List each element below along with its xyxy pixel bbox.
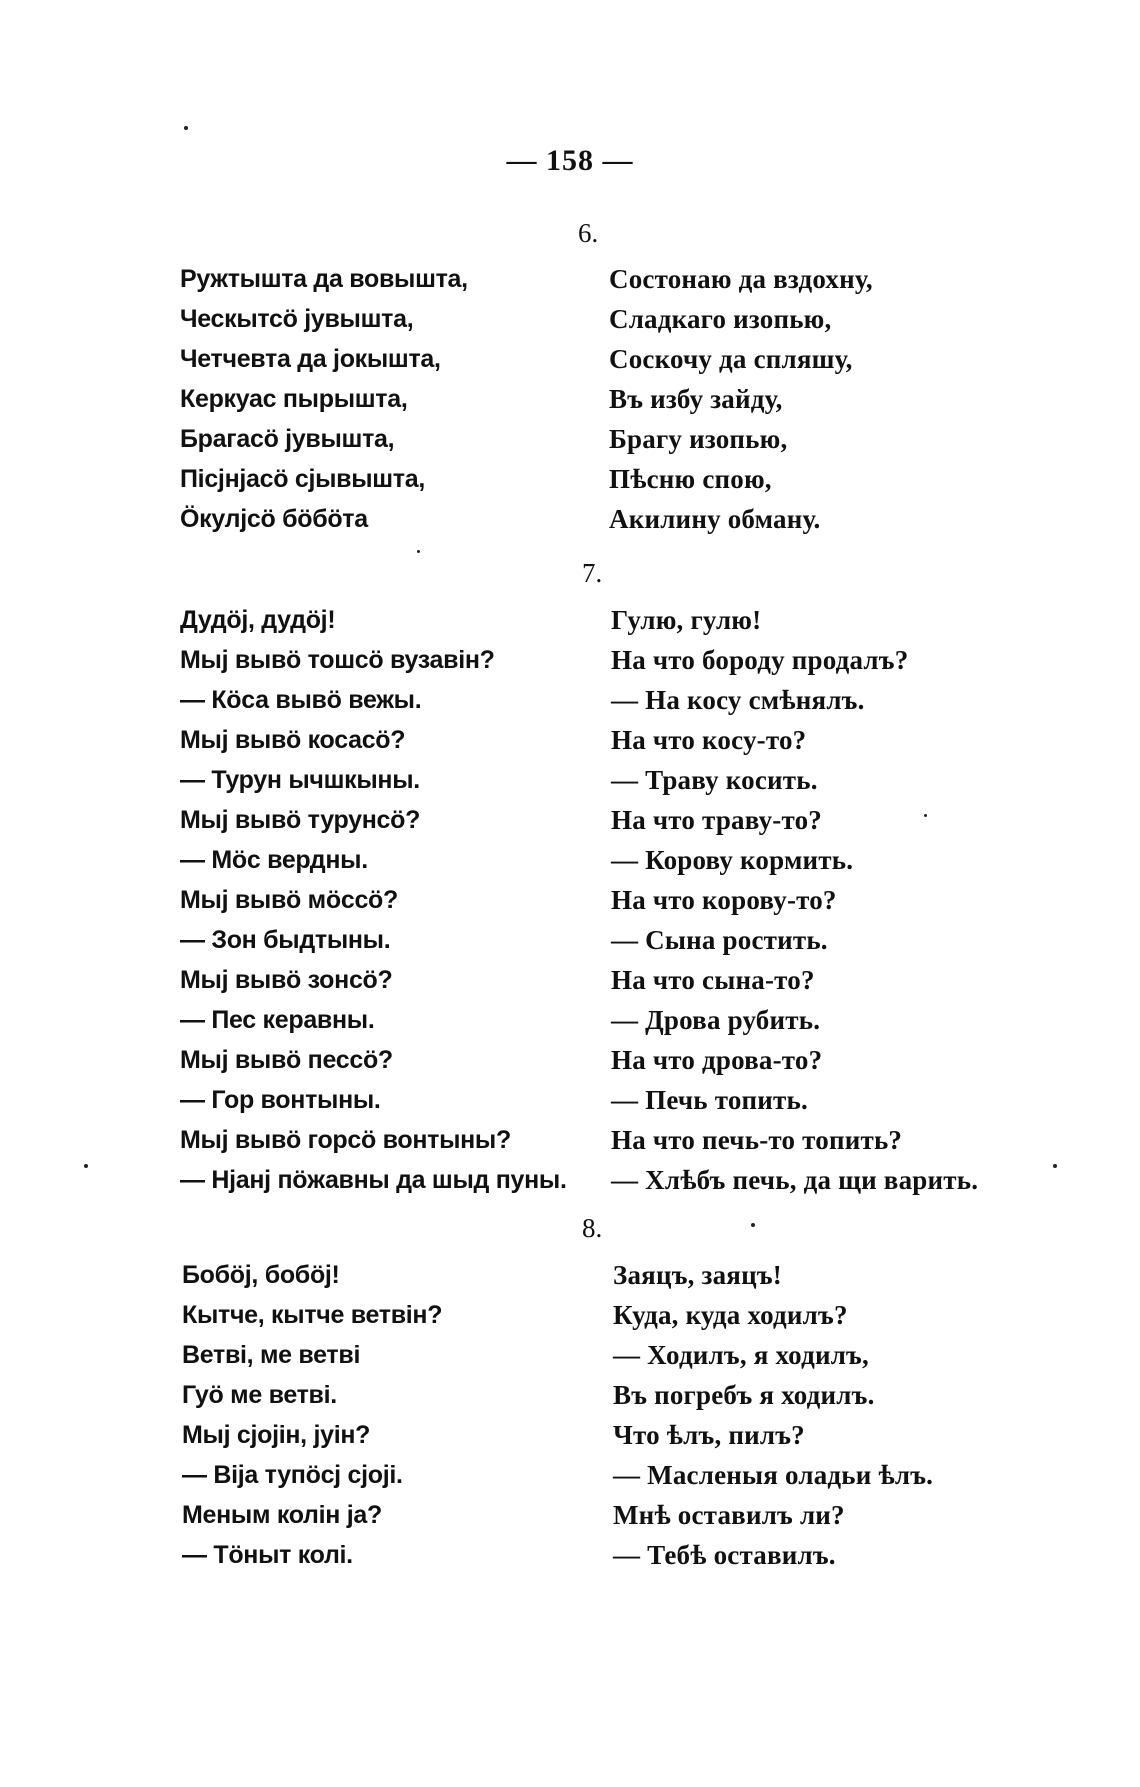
verse-line: Что ѣлъ, пилъ? (613, 1420, 805, 1450)
verse-line: На что косу-то? (611, 725, 807, 755)
verse-line: — Масленыя оладьи ѣлъ. (613, 1460, 934, 1490)
verse-line: — Зон быдтыны. (180, 926, 391, 954)
page-number: — 158 — (506, 144, 634, 177)
verse-line: Пiсјнјасӧ сјывышта, (180, 465, 425, 493)
verse-line: — На косу смѣнялъ. (611, 685, 865, 715)
verse-line: Мыј вывӧ турунсӧ? (180, 806, 421, 834)
verse-line: На что печь-то топить? (611, 1125, 903, 1155)
verse-line: — Нјанј пӧжавны да шыд пуны. (180, 1166, 567, 1194)
verse-line: — Тӧныт колi. (182, 1541, 353, 1569)
verse-line: — Гор вонтыны. (180, 1086, 381, 1114)
verse-line: Ческытсӧ јувышта, (180, 305, 414, 333)
verse-line: Керкуас пырышта, (180, 385, 408, 413)
verse-line: Мыј вывӧ горсӧ вонтыны? (180, 1126, 511, 1154)
scan-speck (84, 1164, 88, 1168)
section-number-7: 7. (582, 558, 603, 588)
verse-line: Ружтышта да вовышта, (180, 265, 468, 293)
verse-line: Дудӧј, дудӧј! (180, 606, 336, 634)
verse-line: На что бороду продалъ? (611, 645, 909, 675)
verse-line: — Кӧса вывӧ вежы. (180, 686, 422, 714)
scan-speck (184, 126, 188, 130)
verse-line: Ӧкулјсӧ бӧбӧта (180, 505, 368, 533)
verse-line: Брагасӧ јувышта, (180, 425, 395, 453)
verse-line: Заяцъ, заяцъ! (613, 1260, 783, 1290)
verse-line: Состонаю да вздохну, (609, 264, 873, 294)
right-verse-block-1 (609, 259, 873, 539)
verse-line: Мыј сјојiн, јуiн? (182, 1421, 371, 1449)
verse-line: Гуӧ ме ветвi. (182, 1381, 337, 1409)
verse-line: Въ погребъ я ходилъ. (613, 1380, 875, 1410)
left-verse-block-1 (180, 259, 468, 539)
right-verse-block-2 (611, 600, 978, 1200)
verse-line: Бобӧј, бобӧј! (182, 1261, 340, 1289)
verse-line: Ветвi, ме ветвi (182, 1341, 361, 1369)
verse-line: Меным колiн ја? (182, 1501, 382, 1529)
verse-line: Соскочу да спляшу, (609, 344, 853, 374)
verse-line: — Мӧс вердны. (180, 846, 368, 874)
verse-line: Брагу изопью, (609, 424, 788, 454)
verse-line: — Ходилъ, я ходилъ, (613, 1340, 869, 1370)
verse-line: — Пес керавны. (180, 1006, 375, 1034)
verse-line: Въ избу зайду, (609, 384, 783, 414)
verse-line: На что траву-то? (611, 805, 822, 835)
verse-line: — Хлѣбъ печь, да щи варить. (611, 1165, 979, 1195)
left-verse-block-3 (182, 1255, 442, 1575)
verse-line: — Турун ычшкыны. (180, 766, 420, 794)
scan-speck (751, 1223, 755, 1227)
verse-line: На что сына-то? (611, 965, 815, 995)
right-verse-block-3 (613, 1255, 933, 1575)
verse-line: Мыј вывӧ мӧссӧ? (180, 886, 398, 914)
verse-line: Пѣсню спою, (609, 464, 772, 494)
verse-line: — Сына ростить. (611, 925, 828, 955)
verse-line: Мыј вывӧ пессӧ? (180, 1046, 393, 1074)
verse-line: — Тебѣ оставилъ. (613, 1540, 836, 1570)
verse-line: Акилину обману. (609, 504, 821, 534)
verse-line: Мыј вывӧ зонсӧ? (180, 966, 393, 994)
left-verse-block-2 (180, 600, 567, 1200)
verse-line: Кытче, кытче ветвiн? (182, 1301, 443, 1329)
verse-line: — Корову кормить. (611, 845, 854, 875)
scan-speck (1053, 1164, 1057, 1168)
verse-line: На что дрова-то? (611, 1045, 823, 1075)
verse-line: Мыј вывӧ тошсӧ вузавiн? (180, 646, 495, 674)
verse-line: Мыј вывӧ косасӧ? (180, 726, 406, 754)
verse-line: — Вiја тупӧсј сјојi. (182, 1461, 403, 1489)
section-number-8: 8. (582, 1213, 603, 1243)
section-number-6: 6. (578, 218, 599, 248)
verse-line: Сладкаго изопью, (609, 304, 832, 334)
verse-line: Гулю, гулю! (611, 605, 762, 635)
verse-line: — Дрова рубить. (611, 1005, 821, 1035)
verse-line: — Печь топить. (611, 1085, 808, 1115)
verse-line: Куда, куда ходилъ? (613, 1300, 848, 1330)
verse-line: Четчевта да јокышта, (180, 345, 441, 373)
verse-line: — Траву косить. (611, 765, 818, 795)
verse-line: На что корову-то? (611, 885, 837, 915)
scan-speck (417, 550, 420, 553)
scan-speck (924, 814, 927, 817)
verse-line: Мнѣ оставилъ ли? (613, 1500, 845, 1530)
